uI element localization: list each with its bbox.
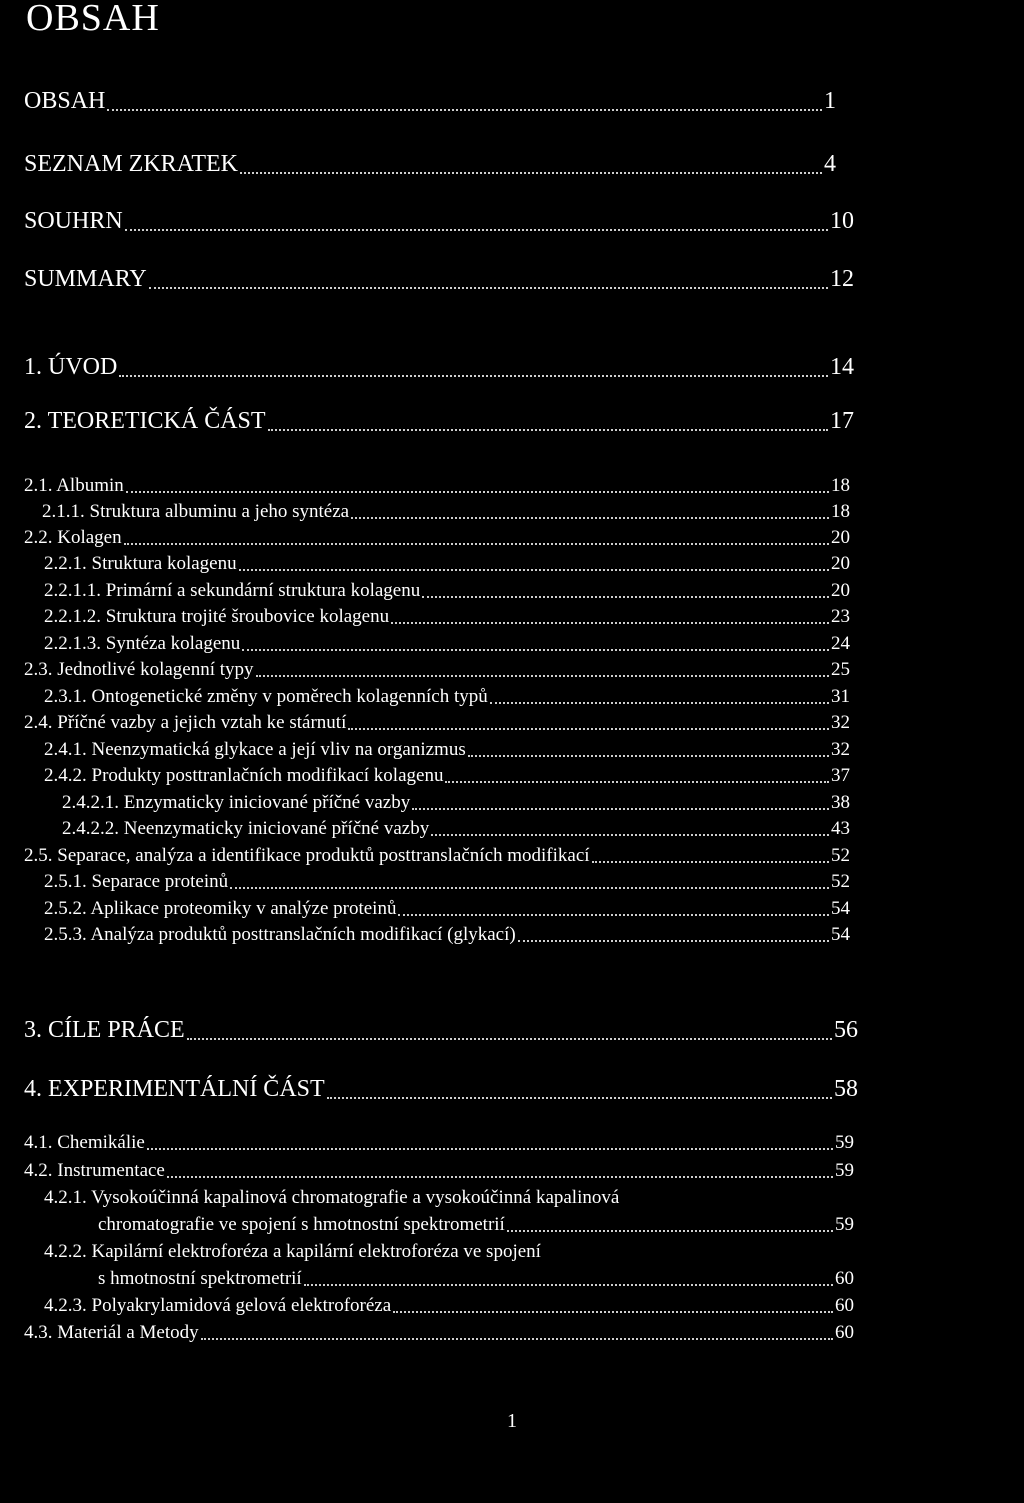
toc-leader [240,172,822,174]
toc-label: 2.5.3. Analýza produktů posttranslačních modifikací (glykací) [44,924,516,945]
toc-label: 2.1. Albumin [24,475,124,496]
toc-page: 59 [835,1214,854,1235]
toc-leader [351,517,829,519]
toc-label: 2. TEORETICKÁ ČÁST [24,408,266,434]
toc-leader [507,1230,833,1232]
toc-label: 2.2.1.3. Syntéza kolagenu [44,633,241,654]
toc-page: 20 [831,580,850,601]
toc-leader [239,569,829,571]
toc-entry[interactable] [24,1074,858,1104]
toc-entry[interactable] [62,791,850,815]
toc-entry[interactable] [44,1294,854,1318]
toc-page: 59 [835,1132,854,1153]
toc-label: 2.2.1.2. Struktura trojité šroubovice kolagenu [44,606,390,627]
toc-entry[interactable] [44,764,850,788]
toc-entry[interactable] [24,1159,854,1183]
toc-page: 59 [835,1160,854,1181]
toc-label: SUMMARY [24,266,147,292]
toc-leader [268,429,828,431]
toc-leader [147,1148,833,1150]
toc-entry[interactable] [24,711,850,735]
toc-label: 4.2.1. Vysokoúčinná kapalinová chromatografie a vysokoúčinná kapalinová [44,1187,620,1208]
toc-page: 52 [831,871,850,892]
toc-entry[interactable] [44,605,850,629]
toc-page: 31 [831,686,850,707]
toc-entry[interactable] [98,1213,854,1237]
toc-entry[interactable] [98,1267,854,1291]
toc-leader [592,861,829,863]
toc-leader [149,287,828,289]
toc-label: 1. ÚVOD [24,354,118,380]
toc-page: 37 [831,765,850,786]
toc-leader [412,808,829,810]
toc-label: 2.3. Jednotlivé kolagenní typy [24,659,254,680]
toc-page: 20 [831,527,850,548]
toc-label: 4. EXPERIMENTÁLNÍ ČÁST [24,1076,325,1102]
toc-page: 24 [831,633,850,654]
page-number: 1 [507,1410,517,1432]
toc-label: 2.2.1.1. Primární a sekundární struktura kolagenu [44,580,421,601]
toc-entry[interactable] [24,844,850,868]
toc-entry[interactable] [24,406,854,436]
toc-page: 1 [824,88,836,114]
toc-leader [201,1338,833,1340]
toc-page: 60 [835,1268,854,1289]
toc-page: 25 [831,659,850,680]
toc-entry[interactable] [24,149,836,179]
toc-entry[interactable] [44,579,850,603]
toc-page: 60 [835,1295,854,1316]
toc-leader [518,940,829,942]
toc-leader [230,887,829,889]
toc-entry[interactable] [62,817,850,841]
toc-page: 12 [830,266,854,292]
toc-label: 2.2. Kolagen [24,527,122,548]
toc-entry[interactable] [24,526,850,550]
toc-leader [126,491,829,493]
toc-page: 60 [835,1322,854,1343]
toc-leader [431,834,829,836]
toc-page: 23 [831,606,850,627]
toc-page: 32 [831,712,850,733]
toc-page: 56 [834,1017,858,1043]
toc-entry[interactable] [24,264,854,294]
toc-leader [107,109,822,111]
toc-page: 20 [831,553,850,574]
toc-page: 58 [834,1076,858,1102]
toc-entry[interactable] [44,738,850,762]
toc-entry[interactable] [42,500,850,524]
toc-entry[interactable] [24,1131,854,1155]
toc-entry[interactable] [44,1186,854,1210]
toc-label: 2.4.2. Produkty posttranlačních modifikací kolagenu [44,765,444,786]
toc-leader [422,596,829,598]
toc-entry[interactable] [44,923,850,947]
toc-entry[interactable] [44,552,850,576]
toc-entry[interactable] [24,1015,858,1045]
page-heading: OBSAH [26,0,160,39]
toc-label: 2.4.2.2. Neenzymaticky iniciované příčné vazby [62,818,430,839]
toc-entry[interactable] [44,870,850,894]
toc-entry[interactable] [24,1321,854,1345]
toc-leader [124,543,829,545]
toc-page: 18 [831,475,850,496]
toc-page: 32 [831,739,850,760]
toc-leader [256,675,829,677]
toc-entry[interactable] [24,474,850,498]
toc-leader [119,375,828,377]
toc-label: chromatografie ve spojení s hmotnostní spektrometrií [98,1214,505,1235]
toc-leader [468,755,829,757]
toc-label: 3. CÍLE PRÁCE [24,1017,185,1043]
toc-page: 10 [830,208,854,234]
toc-leader [125,229,828,231]
toc-label: 2.4.1. Neenzymatická glykace a její vliv na organizmus [44,739,466,760]
toc-page: 38 [831,792,850,813]
toc-page: 14 [830,354,854,380]
toc-page: 4 [824,151,836,177]
toc-label: SEZNAM ZKRATEK [24,151,238,177]
toc-label: 2.5.1. Separace proteinů [44,871,229,892]
toc-leader [304,1284,833,1286]
toc-leader [391,622,829,624]
toc-label: 4.2.2. Kapilární elektroforéza a kapilární elektroforéza ve spojení [44,1241,541,1262]
toc-entry[interactable] [24,206,854,236]
toc-leader [445,781,829,783]
toc-label: 4.2. Instrumentace [24,1160,165,1181]
toc-label: SOUHRN [24,208,123,234]
toc-label: 2.5. Separace, analýza a identifikace produktů posttranslačních modifikací [24,845,590,866]
toc-label: 2.1.1. Struktura albuminu a jeho syntéza [42,501,350,522]
toc-leader [490,702,829,704]
toc-leader [242,649,829,651]
toc-leader [348,728,829,730]
toc-page: 54 [831,924,850,945]
toc-entry[interactable] [24,352,854,382]
toc-label: 2.2.1. Struktura kolagenu [44,553,237,574]
toc-label: 2.5.2. Aplikace proteomiky v analýze proteinů [44,898,397,919]
toc-label: 4.1. Chemikálie [24,1132,145,1153]
toc-label: 2.4.2.1. Enzymaticky iniciované příčné vazby [62,792,411,813]
toc-page: 43 [831,818,850,839]
toc-label: 2.3.1. Ontogenetické změny v poměrech kolagenních typů [44,686,488,707]
toc-page: 18 [831,501,850,522]
toc-leader [187,1038,832,1040]
toc-label: 4.2.3. Polyakrylamidová gelová elektroforéza [44,1295,392,1316]
toc-entry[interactable] [44,685,850,709]
toc-entry[interactable] [44,897,850,921]
toc-label: OBSAH [24,88,106,114]
toc-label: s hmotnostní spektrometrií [98,1268,302,1289]
toc-entry[interactable] [24,86,836,116]
toc-leader [327,1097,832,1099]
toc-page: 54 [831,898,850,919]
toc-page: 17 [830,408,854,434]
toc-page: 52 [831,845,850,866]
toc-leader [398,914,829,916]
toc-label: 4.3. Materiál a Metody [24,1322,199,1343]
toc-label: 2.4. Příčné vazby a jejich vztah ke stárnutí [24,712,347,733]
toc-entry[interactable] [44,632,850,656]
toc-leader [167,1176,833,1178]
toc-entry[interactable] [44,1240,854,1264]
toc-entry[interactable] [24,658,850,682]
toc-leader [393,1311,833,1313]
